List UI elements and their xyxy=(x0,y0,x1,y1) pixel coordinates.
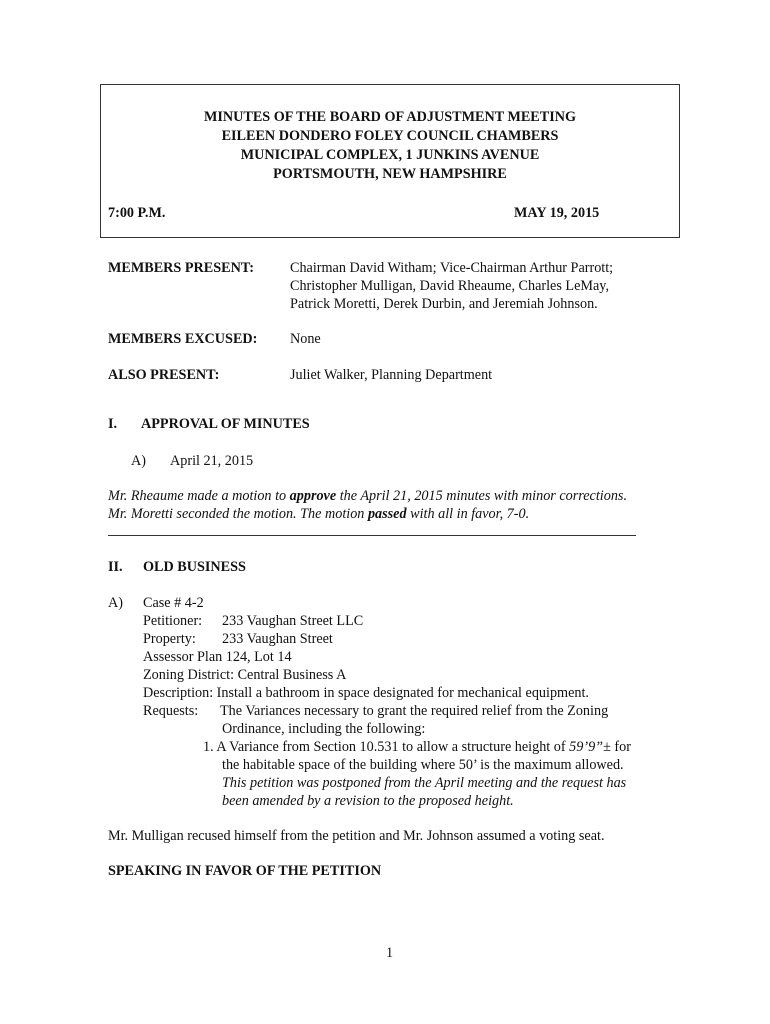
zoning-district: Zoning District: Central Business A xyxy=(143,667,347,683)
requests-label: Requests: xyxy=(143,703,199,719)
motion-line-1 xyxy=(108,487,627,505)
case-letter: A) xyxy=(108,595,123,611)
members-present-line-2: Christopher Mulligan, David Rheaume, Charles LeMay, xyxy=(290,278,610,294)
header-title-line-3: MUNICIPAL COMPLEX, 1 JUNKINS AVENUE xyxy=(240,147,540,163)
motion-line-2-post: with all in favor, 7-0. xyxy=(406,506,530,522)
property-value: 233 Vaughan Street xyxy=(222,631,333,647)
section-1-item-text: April 21, 2015 xyxy=(170,453,254,469)
section-1-item-letter: A) xyxy=(131,453,146,469)
motion-passed-word: passed xyxy=(367,506,407,522)
petitioner-label: Petitioner: xyxy=(143,613,203,629)
property-label: Property: xyxy=(143,631,196,647)
motion-line-1-post: the April 21, 2015 minutes with minor corrections. xyxy=(336,488,627,504)
also-present-value: Juliet Walker, Planning Department xyxy=(290,367,493,383)
header-title-line-1: MINUTES OF THE BOARD OF ADJUSTMENT MEETING xyxy=(203,109,577,125)
postponement-note-line-2: been amended by a revision to the proposed height. xyxy=(222,793,514,809)
postponement-note-line-1: This petition was postponed from the April meeting and the request has xyxy=(222,775,627,791)
page-number: 1 xyxy=(386,945,394,961)
variance-line-1-pre: 1. A Variance from Section 10.531 to allow a structure height of xyxy=(203,739,570,755)
meeting-date: MAY 19, 2015 xyxy=(514,205,600,221)
requests-line-2: Ordinance, including the following: xyxy=(222,721,426,737)
motion-line-2-pre: Mr. Moretti seconded the motion. The motion xyxy=(108,506,368,522)
motion-line-1-pre: Mr. Rheaume made a motion to xyxy=(108,488,290,504)
section-2-numeral: II. xyxy=(108,559,123,575)
case-number: Case # 4-2 xyxy=(143,595,204,611)
motion-approve-word: approve xyxy=(289,488,337,504)
header-box xyxy=(100,84,680,238)
members-present-label: MEMBERS PRESENT: xyxy=(108,260,254,276)
header-title-line-2: EILEEN DONDERO FOLEY COUNCIL CHAMBERS xyxy=(221,128,559,144)
motion-line-2 xyxy=(108,505,529,523)
variance-line-1-post: ± for xyxy=(603,739,631,755)
case-description: Description: Install a bathroom in space designated for mechanical equipment. xyxy=(143,685,589,701)
recusal-note: Mr. Mulligan recused himself from the petition and Mr. Johnson assumed a voting seat. xyxy=(108,828,605,844)
members-excused-value: None xyxy=(290,331,321,347)
requests-line-1: The Variances necessary to grant the required relief from the Zoning xyxy=(220,703,609,719)
petitioner-value: 233 Vaughan Street LLC xyxy=(222,613,364,629)
header-title-line-4: PORTSMOUTH, NEW HAMPSHIRE xyxy=(273,166,507,182)
meeting-time: 7:00 P.M. xyxy=(108,205,166,221)
variance-height-value: 59’9” xyxy=(569,739,604,755)
assessor-plan: Assessor Plan 124, Lot 14 xyxy=(143,649,292,665)
also-present-label: ALSO PRESENT: xyxy=(108,367,220,383)
variance-line-2: the habitable space of the building where 50’ is the maximum allowed. xyxy=(222,757,624,773)
section-1-numeral: I. xyxy=(108,416,118,432)
section-1-title: APPROVAL OF MINUTES xyxy=(141,416,310,432)
section-divider xyxy=(108,535,636,536)
members-present-line-3: Patrick Moretti, Derek Durbin, and Jeremiah Johnson. xyxy=(290,296,598,312)
members-excused-label: MEMBERS EXCUSED: xyxy=(108,331,258,347)
variance-line-1 xyxy=(203,738,631,756)
speaking-in-favor-heading: SPEAKING IN FAVOR OF THE PETITION xyxy=(108,863,382,879)
section-2-title: OLD BUSINESS xyxy=(143,559,246,575)
members-present-line-1: Chairman David Witham; Vice-Chairman Arthur Parrott; xyxy=(290,260,614,276)
